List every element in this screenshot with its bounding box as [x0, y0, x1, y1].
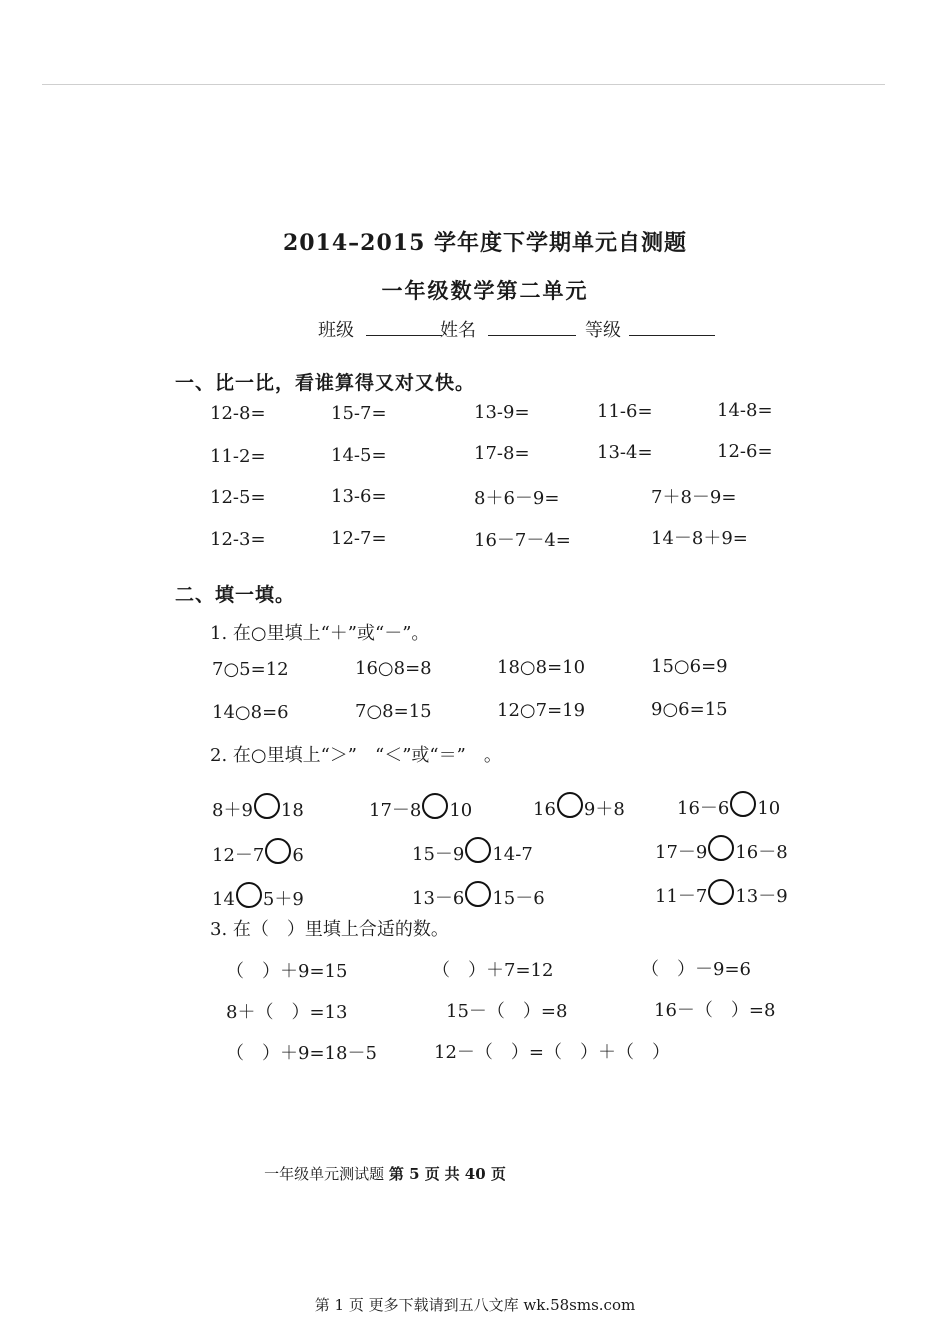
- footer-text: 一年级单元测试题: [264, 1165, 385, 1183]
- sign-item: 7○8=15: [355, 701, 432, 722]
- calc-item: 12-7=: [331, 528, 387, 549]
- answer-circle: [465, 881, 491, 907]
- compare-item: [412, 837, 533, 866]
- compare-item: [212, 882, 304, 911]
- page-footer: [0, 1163, 770, 1184]
- fill-item: 8＋（ ）=13: [226, 1002, 348, 1023]
- sign-item: 12○7=19: [497, 700, 586, 721]
- name-field: [440, 316, 576, 342]
- name-blank: [488, 317, 576, 336]
- answer-circle: [465, 837, 491, 863]
- compare-left: 8＋9: [212, 800, 253, 821]
- grade-blank: [629, 317, 715, 336]
- compare-right: 5＋9: [262, 889, 304, 910]
- fill-item: （ ）＋7=12: [432, 960, 554, 981]
- calc-item: 11-2=: [210, 446, 266, 467]
- fill-item: （ ）＋9=15: [226, 961, 348, 982]
- calc-item: 13-6=: [331, 486, 387, 507]
- compare-item: [677, 791, 780, 820]
- compare-right: 16－8: [735, 842, 788, 863]
- answer-circle: [236, 882, 262, 908]
- compare-left: 17－9: [655, 842, 708, 863]
- compare-right: 6: [292, 845, 304, 866]
- sign-item: 15○6=9: [651, 656, 728, 677]
- compare-left: 16－6: [677, 798, 730, 819]
- fill-item: 16－（ ）=8: [654, 1000, 776, 1021]
- calc-item: 17-8=: [474, 443, 530, 464]
- compare-right: 10: [449, 800, 473, 821]
- compare-item: [533, 792, 625, 821]
- calc-item: 14-5=: [331, 445, 387, 466]
- download-note: 第 1 页 更多下载请到五八文库 wk.58sms.com: [314, 1296, 636, 1314]
- compare-right: 18: [280, 800, 304, 821]
- compare-right: 14-7: [492, 844, 533, 865]
- calc-item: 8＋6－9=: [474, 488, 560, 509]
- answer-circle: [265, 838, 291, 864]
- compare-right: 15－6: [492, 888, 545, 909]
- sign-item: 14○8=6: [212, 702, 289, 723]
- calc-item: 12-3=: [210, 529, 266, 550]
- fill-item: 12－（ ）=（ ）＋（ ）: [434, 1042, 670, 1063]
- calc-item: 13-4=: [597, 442, 653, 463]
- calc-item: 14－8＋9=: [651, 528, 748, 549]
- answer-circle: [557, 792, 583, 818]
- section1-heading: 一、比一比，看谁算得又对又快。: [175, 372, 476, 394]
- grade-field: [585, 316, 715, 342]
- calc-item: 12-5=: [210, 487, 266, 508]
- calc-item: 12-8=: [210, 403, 266, 424]
- compare-item: [412, 881, 545, 910]
- class-blank: [366, 317, 442, 336]
- scan-edge: [42, 84, 885, 85]
- calc-item: 11-6=: [597, 401, 653, 422]
- page-subtitle: 一年级数学第二单元: [381, 278, 589, 303]
- calc-item: 13-9=: [474, 402, 530, 423]
- compare-right: 13－9: [735, 886, 788, 907]
- calc-item: 7＋8－9=: [651, 487, 737, 508]
- compare-left: 16: [533, 799, 556, 820]
- section2-heading: 二、填一填。: [175, 584, 296, 606]
- sign-item: 9○6=15: [651, 699, 728, 720]
- footer-page: 第 5 页: [388, 1165, 440, 1183]
- compare-left: 17－8: [369, 800, 422, 821]
- calc-item: 16－7－4=: [474, 530, 571, 551]
- compare-left: 14: [212, 889, 235, 910]
- fill-item: （ ）－9=6: [641, 959, 751, 980]
- fill-item: 15－（ ）=8: [446, 1001, 568, 1022]
- compare-left: 13－6: [412, 888, 465, 909]
- sign-item: 7○5=12: [212, 659, 289, 680]
- fill-item: （ ）＋9=18－5: [226, 1043, 377, 1064]
- q3-label: 3. 在（ ）里填上合适的数。: [210, 919, 449, 940]
- compare-item: [212, 838, 304, 867]
- compare-item: [655, 879, 788, 908]
- sign-item: 18○8=10: [497, 657, 586, 678]
- compare-item: [369, 793, 472, 822]
- compare-left: 12－7: [212, 845, 265, 866]
- compare-left: 15－9: [412, 844, 465, 865]
- page-title: 2014–2015 学年度下学期单元自测题: [282, 230, 688, 256]
- q1-label: 1. 在○里填上“＋”或“－”。: [210, 623, 430, 644]
- compare-right: 10: [757, 798, 781, 819]
- q2-label: 2. 在○里填上“＞” “＜”或“＝” 。: [210, 745, 502, 766]
- answer-circle: [708, 835, 734, 861]
- calc-item: 12-6=: [717, 441, 773, 462]
- class-field: [318, 316, 442, 342]
- answer-circle: [708, 879, 734, 905]
- calc-item: 14-8=: [717, 400, 773, 421]
- compare-item: [212, 793, 304, 822]
- class-label: 班级: [318, 320, 354, 341]
- answer-circle: [730, 791, 756, 817]
- compare-left: 11－7: [655, 886, 708, 907]
- footer-total: 共 40 页: [444, 1165, 506, 1183]
- answer-circle: [254, 793, 280, 819]
- answer-circle: [422, 793, 448, 819]
- compare-right: 9＋8: [583, 799, 625, 820]
- calc-item: 15-7=: [331, 403, 387, 424]
- sign-item: 16○8=8: [355, 658, 432, 679]
- grade-label: 等级: [585, 320, 621, 341]
- compare-item: [655, 835, 788, 864]
- name-label: 姓名: [440, 320, 476, 341]
